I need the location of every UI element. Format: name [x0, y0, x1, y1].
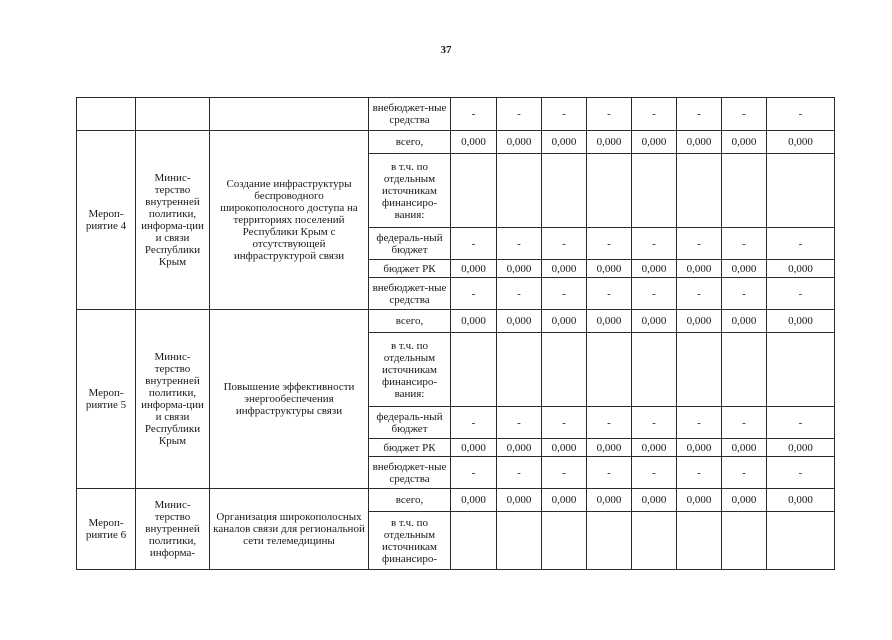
source-label: всего,	[369, 489, 451, 512]
value-cell: -	[722, 228, 767, 260]
value-cell: 0,000	[677, 439, 722, 457]
table-row-event6-total	[77, 489, 835, 512]
executor-label: Минис-терство внутренней политики, информа-	[136, 489, 210, 570]
value-cell: 0,000	[542, 131, 587, 154]
value-cell: -	[451, 278, 497, 310]
value-cell: -	[632, 407, 677, 439]
value-cell	[497, 512, 542, 570]
executor-label: Минис-терство внутренней политики, информа-ции и связи Республики Крым	[136, 310, 210, 489]
value-cell	[767, 512, 835, 570]
source-label: всего,	[369, 310, 451, 333]
value-cell	[451, 512, 497, 570]
value-cell	[677, 333, 722, 407]
value-cell	[451, 154, 497, 228]
value-cell: -	[767, 278, 835, 310]
executor-label: Минис-терство внутренней политики, информа-ции и связи Республики Крым	[136, 131, 210, 310]
event-label: Мероп-риятие 5	[77, 310, 136, 489]
value-cell: -	[767, 457, 835, 489]
value-cell: 0,000	[497, 260, 542, 278]
source-label: внебюджет-ные средства	[369, 98, 451, 131]
value-cell: 0,000	[542, 260, 587, 278]
value-cell: -	[632, 98, 677, 131]
source-label: бюджет РК	[369, 439, 451, 457]
value-cell: 0,000	[632, 439, 677, 457]
value-cell: 0,000	[722, 489, 767, 512]
value-cell: -	[767, 407, 835, 439]
value-cell: 0,000	[451, 489, 497, 512]
value-cell: -	[587, 228, 632, 260]
source-label: бюджет РК	[369, 260, 451, 278]
value-cell: 0,000	[677, 260, 722, 278]
value-cell: -	[451, 98, 497, 131]
value-cell: -	[497, 457, 542, 489]
value-cell	[587, 512, 632, 570]
table-body	[77, 98, 835, 570]
value-cell	[677, 512, 722, 570]
budget-table	[76, 97, 835, 570]
value-cell: 0,000	[632, 489, 677, 512]
value-cell: -	[677, 228, 722, 260]
value-cell	[587, 154, 632, 228]
value-cell: 0,000	[767, 131, 835, 154]
value-cell: -	[677, 98, 722, 131]
value-cell: -	[542, 278, 587, 310]
value-cell: 0,000	[722, 310, 767, 333]
event-cell	[77, 98, 136, 131]
value-cell	[767, 333, 835, 407]
executor-cell	[136, 98, 210, 131]
value-cell	[542, 154, 587, 228]
value-cell: 0,000	[677, 489, 722, 512]
value-cell: 0,000	[542, 439, 587, 457]
value-cell	[632, 512, 677, 570]
value-cell: -	[542, 98, 587, 131]
page-number: 37	[440, 44, 452, 56]
value-cell	[767, 154, 835, 228]
value-cell: -	[542, 228, 587, 260]
value-cell: 0,000	[587, 131, 632, 154]
value-cell: -	[722, 98, 767, 131]
value-cell	[497, 154, 542, 228]
value-cell: -	[677, 278, 722, 310]
source-label: федераль-ный бюджет	[369, 407, 451, 439]
table-row-event4-total	[77, 131, 835, 154]
table-row-event5-total	[77, 310, 835, 333]
value-cell	[722, 154, 767, 228]
value-cell: 0,000	[451, 439, 497, 457]
value-cell: -	[587, 457, 632, 489]
value-cell: 0,000	[497, 439, 542, 457]
value-cell	[542, 333, 587, 407]
value-cell: 0,000	[587, 260, 632, 278]
source-label: в т.ч. по отдельным источникам финансиро-	[369, 512, 451, 570]
value-cell: 0,000	[632, 131, 677, 154]
value-cell: -	[587, 407, 632, 439]
event-label: Мероп-риятие 6	[77, 489, 136, 570]
value-cell: 0,000	[677, 131, 722, 154]
value-cell: 0,000	[497, 489, 542, 512]
value-cell: -	[767, 228, 835, 260]
source-label: внебюджет-ные средства	[369, 278, 451, 310]
value-cell: 0,000	[587, 439, 632, 457]
table-row-carryover	[77, 98, 835, 131]
value-cell: -	[451, 228, 497, 260]
value-cell: -	[587, 98, 632, 131]
event-name: Создание инфраструктуры беспроводного широкополосного доступа на территориях поселений Республики Крым с отсутствующей инфраструктурой связи	[210, 131, 369, 310]
value-cell: 0,000	[767, 489, 835, 512]
value-cell: 0,000	[722, 439, 767, 457]
value-cell: -	[542, 457, 587, 489]
value-cell: -	[497, 228, 542, 260]
source-label: в т.ч. по отдельным источникам финансиро-вания:	[369, 333, 451, 407]
value-cell: -	[497, 278, 542, 310]
value-cell: -	[722, 457, 767, 489]
value-cell	[632, 154, 677, 228]
value-cell	[632, 333, 677, 407]
value-cell: 0,000	[451, 131, 497, 154]
value-cell	[542, 512, 587, 570]
value-cell: -	[632, 278, 677, 310]
value-cell: 0,000	[632, 310, 677, 333]
value-cell	[451, 333, 497, 407]
source-label: федераль-ный бюджет	[369, 228, 451, 260]
source-label: в т.ч. по отдельным источникам финансиро-вания:	[369, 154, 451, 228]
value-cell: -	[451, 457, 497, 489]
value-cell: 0,000	[632, 260, 677, 278]
value-cell: -	[722, 278, 767, 310]
value-cell	[677, 154, 722, 228]
value-cell: 0,000	[722, 131, 767, 154]
value-cell: -	[632, 228, 677, 260]
value-cell: -	[542, 407, 587, 439]
value-cell: -	[497, 98, 542, 131]
event-name: Организация широкополосных каналов связи для региональной сети телемедицины	[210, 489, 369, 570]
value-cell	[722, 512, 767, 570]
value-cell: -	[632, 457, 677, 489]
value-cell	[587, 333, 632, 407]
value-cell: 0,000	[542, 489, 587, 512]
value-cell: 0,000	[542, 310, 587, 333]
event-name: Повышение эффективности энергообеспечения инфраструктуры связи	[210, 310, 369, 489]
value-cell: 0,000	[677, 310, 722, 333]
value-cell: -	[767, 98, 835, 131]
value-cell: -	[587, 278, 632, 310]
value-cell: 0,000	[587, 489, 632, 512]
value-cell: 0,000	[767, 310, 835, 333]
value-cell: 0,000	[497, 131, 542, 154]
source-label: всего,	[369, 131, 451, 154]
value-cell: 0,000	[451, 260, 497, 278]
value-cell: -	[497, 407, 542, 439]
value-cell: 0,000	[587, 310, 632, 333]
value-cell: -	[677, 457, 722, 489]
value-cell: 0,000	[497, 310, 542, 333]
value-cell: 0,000	[451, 310, 497, 333]
value-cell: 0,000	[722, 260, 767, 278]
event-label: Мероп-риятие 4	[77, 131, 136, 310]
source-label: внебюджет-ные средства	[369, 457, 451, 489]
value-cell	[722, 333, 767, 407]
value-cell: 0,000	[767, 439, 835, 457]
value-cell	[497, 333, 542, 407]
value-cell: -	[451, 407, 497, 439]
name-cell	[210, 98, 369, 131]
value-cell: -	[722, 407, 767, 439]
value-cell: -	[677, 407, 722, 439]
value-cell: 0,000	[767, 260, 835, 278]
